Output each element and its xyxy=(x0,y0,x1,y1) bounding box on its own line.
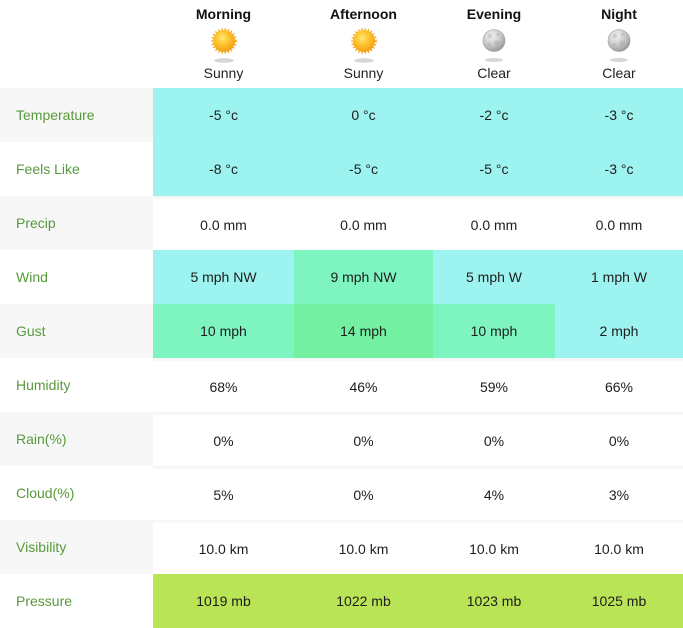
table-cell: 10.0 km xyxy=(153,520,294,574)
row-label-feels-like: Feels Like xyxy=(0,142,153,196)
table-cell: -8 °c xyxy=(153,142,294,196)
condition-label: Clear xyxy=(477,65,511,81)
header-column-night xyxy=(555,0,683,88)
table-cell: -5 °c xyxy=(153,88,294,142)
row-label-precip: Precip xyxy=(0,196,153,250)
table-cell: 0% xyxy=(153,412,294,466)
table-cell: 1 mph W xyxy=(555,250,683,304)
table-cell: 0 °c xyxy=(294,88,433,142)
row-label-humidity: Humidity xyxy=(0,358,153,412)
column-title: Afternoon xyxy=(330,6,397,22)
table-cell: 5% xyxy=(153,466,294,520)
table-cell: -3 °c xyxy=(555,88,683,142)
table-cell: 46% xyxy=(294,358,433,412)
table-cell: 9 mph NW xyxy=(294,250,433,304)
table-cell: -5 °c xyxy=(433,142,555,196)
moon-icon xyxy=(477,23,511,67)
table-cell: 10 mph xyxy=(433,304,555,358)
table-cell: 10.0 km xyxy=(555,520,683,574)
row-label-gust: Gust xyxy=(0,304,153,358)
table-cell: 10 mph xyxy=(153,304,294,358)
table-cell: 1019 mb xyxy=(153,574,294,628)
moon-icon xyxy=(602,23,636,67)
table-cell: 0.0 mm xyxy=(294,196,433,250)
header-column-afternoon xyxy=(294,0,433,88)
table-cell: 59% xyxy=(433,358,555,412)
row-label-wind: Wind xyxy=(0,250,153,304)
table-cell: 14 mph xyxy=(294,304,433,358)
table-cell: 10.0 km xyxy=(294,520,433,574)
table-cell: 0.0 mm xyxy=(153,196,294,250)
row-label-temperature: Temperature xyxy=(0,88,153,142)
table-cell: 5 mph W xyxy=(433,250,555,304)
table-cell: 0% xyxy=(555,412,683,466)
table-cell: -5 °c xyxy=(294,142,433,196)
table-cell: 68% xyxy=(153,358,294,412)
table-cell: 66% xyxy=(555,358,683,412)
condition-label: Sunny xyxy=(203,65,244,81)
condition-label: Clear xyxy=(602,65,636,81)
row-label-cloud: Cloud(%) xyxy=(0,466,153,520)
table-cell: 1025 mb xyxy=(555,574,683,628)
row-label-visibility: Visibility xyxy=(0,520,153,574)
column-title: Evening xyxy=(466,6,522,22)
table-cell: -2 °c xyxy=(433,88,555,142)
header-spacer xyxy=(0,0,153,88)
condition-label: Sunny xyxy=(343,65,384,81)
sun-icon xyxy=(347,23,381,67)
column-title: Morning xyxy=(195,6,252,22)
table-cell: 2 mph xyxy=(555,304,683,358)
table-cell: 0.0 mm xyxy=(433,196,555,250)
table-cell: 1022 mb xyxy=(294,574,433,628)
header-column-morning xyxy=(153,0,294,88)
row-label-pressure: Pressure xyxy=(0,574,153,628)
table-cell: 0% xyxy=(433,412,555,466)
table-cell: 0% xyxy=(294,466,433,520)
table-cell: 10.0 km xyxy=(433,520,555,574)
header-column-evening xyxy=(433,0,555,88)
row-label-rain: Rain(%) xyxy=(0,412,153,466)
table-cell: 0.0 mm xyxy=(555,196,683,250)
table-cell: 5 mph NW xyxy=(153,250,294,304)
table-cell: 3% xyxy=(555,466,683,520)
column-title: Night xyxy=(601,6,637,22)
table-cell: -3 °c xyxy=(555,142,683,196)
table-cell: 0% xyxy=(294,412,433,466)
table-cell: 1023 mb xyxy=(433,574,555,628)
sun-icon xyxy=(207,23,241,67)
table-cell: 4% xyxy=(433,466,555,520)
